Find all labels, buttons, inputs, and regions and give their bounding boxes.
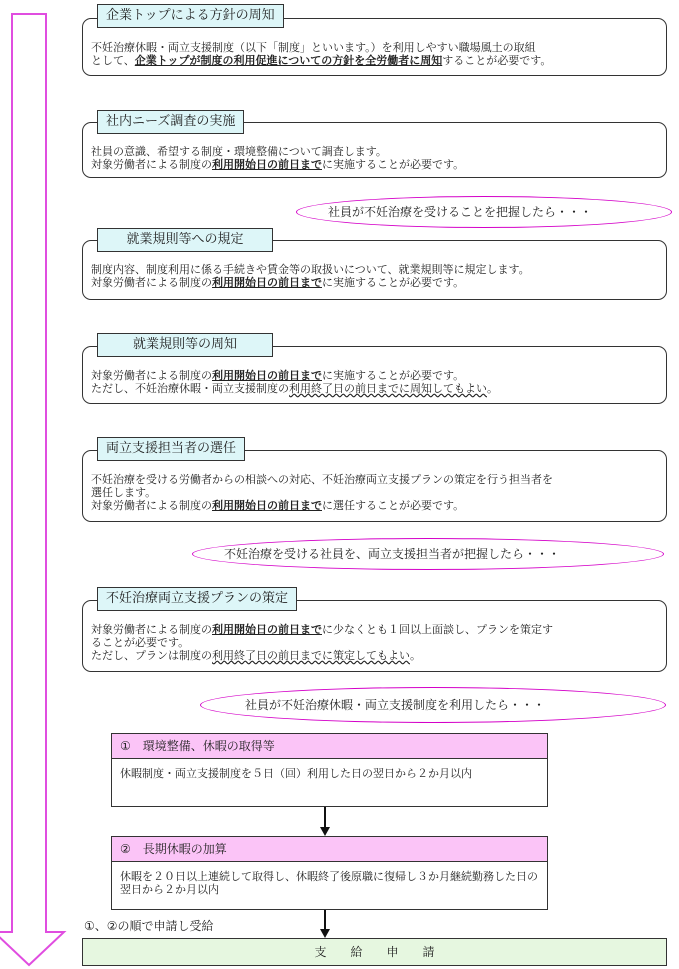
step-title-1: 企業トップによる方針の周知 (97, 4, 284, 28)
step-text-segment: 対象労働者による制度の (91, 369, 212, 382)
step-1-line-2 (91, 54, 658, 67)
step-text-segment: 企業トップが制度の利用促進についての方針を全労働者に周知 (134, 54, 443, 67)
step-title-6: 不妊治療両立支援プランの策定 (97, 587, 297, 611)
step-text-segment: 利用開始日の前日まで (212, 369, 322, 382)
step-text-segment: ただし、プランは制度の (91, 649, 212, 662)
note-text-3: 社員が不妊治療休暇・両立支援制度を利用したら・・・ (245, 698, 546, 712)
flow-arrow (0, 0, 70, 969)
step-title-5: 両立支援担当者の選任 (97, 437, 245, 461)
step-text-segment: 利用終了日の前日までに周知してもよい (289, 382, 487, 395)
step-text-segment: ただし、不妊治療休暇・両立支援制度の (91, 382, 289, 395)
step-text-segment: に実施することが必要です。 (322, 158, 465, 171)
step-title-2: 社内ニーズ調査の実施 (97, 110, 244, 134)
step-body-6 (91, 623, 658, 662)
step-text-segment: ることが必要です。 (91, 636, 190, 649)
step-text-segment: 社員の意識、希望する制度・環境整備について調査します。 (91, 145, 387, 158)
step-5-line-2 (91, 486, 658, 499)
step-text-segment: に実施することが必要です。 (322, 276, 465, 289)
step-6-line-3 (91, 649, 658, 662)
connector-arrow-head-1 (320, 827, 330, 836)
step-1-line-1 (91, 41, 658, 54)
step-text-segment: 対象労働者による制度の (91, 158, 212, 171)
step-text-segment: 対象労働者による制度の (91, 623, 212, 636)
step-text-segment: 利用終了日の前日までに策定してもよい (212, 649, 410, 662)
step-title-3: 就業規則等への規定 (97, 228, 273, 252)
step-text-segment: に少なくとも１回以上面談し、プランを策定す (322, 623, 553, 636)
final-application-label: 支 給 申 請 (314, 945, 435, 959)
sub-step-box-1 (111, 733, 548, 807)
sub-step-body-2: 休暇を２０日以上連続して取得し、休暇終了後原職に復帰し３か月継続勤務した日の翌日から２か月以内 (120, 870, 538, 896)
sub-step-box-2 (111, 836, 548, 910)
connector-arrow-head-2 (320, 929, 330, 938)
step-body-1 (91, 41, 658, 67)
step-text-segment: 不妊治療休暇・両立支援制度（以下「制度」といいます。）を利用しやすい職場風土の取組 (91, 41, 536, 54)
step-text-segment: 対象労働者による制度の (91, 276, 212, 289)
connector-arrow-2 (324, 910, 326, 930)
step-6-line-2 (91, 636, 658, 649)
step-body-2 (91, 145, 658, 171)
note-text-2: 不妊治療を受ける社員を、両立支援担当者が把握したら・・・ (224, 547, 561, 561)
step-text-segment: 選任します。 (91, 486, 157, 499)
step-3-line-2 (91, 276, 658, 289)
final-application-box (82, 938, 667, 966)
step-text-segment: 利用開始日の前日まで (212, 158, 322, 171)
sub-step-body-1: 休暇制度・両立支援制度を５日（回）利用した日の翌日から２か月以内 (120, 767, 472, 780)
step-title-4: 就業規則等の周知 (97, 333, 273, 357)
step-text-segment: することが必要です。 (442, 54, 552, 67)
step-body-5 (91, 473, 658, 512)
order-note: ①、②の順で申請し受給 (84, 919, 214, 933)
step-text-segment: に選任することが必要です。 (322, 499, 465, 512)
note-text-1: 社員が不妊治療を受けることを把握したら・・・ (328, 205, 593, 219)
step-text-segment: に実施することが必要です。 (322, 369, 465, 382)
step-body-4 (91, 369, 658, 395)
sub-step-title-1: ① 環境整備、休暇の取得等 (112, 734, 547, 759)
step-text-segment: 利用開始日の前日まで (212, 623, 322, 636)
step-text-segment: 不妊治療を受ける労働者からの相談への対応、不妊治療両立支援プランの策定を行う担当者を (91, 473, 553, 486)
step-body-3 (91, 263, 658, 289)
step-4-line-2 (91, 382, 658, 395)
step-3-line-1 (91, 263, 658, 276)
step-4-line-1 (91, 369, 658, 382)
step-text-segment: として、 (91, 54, 135, 67)
step-text-segment: 利用開始日の前日まで (212, 499, 322, 512)
step-text-segment: 対象労働者による制度の (91, 499, 212, 512)
step-2-line-1 (91, 145, 658, 158)
step-5-line-3 (91, 499, 658, 512)
step-text-segment: 利用開始日の前日まで (212, 276, 322, 289)
sub-step-title-2: ② 長期休暇の加算 (112, 837, 547, 862)
step-text-segment: 。 (487, 382, 498, 395)
step-2-line-2 (91, 158, 658, 171)
step-text-segment: 制度内容、制度利用に係る手続きや賃金等の取扱いについて、就業規則等に規定します。 (91, 263, 530, 276)
connector-arrow-1 (324, 807, 326, 828)
step-6-line-1 (91, 623, 658, 636)
step-5-line-1 (91, 473, 658, 486)
step-text-segment: 。 (410, 649, 421, 662)
